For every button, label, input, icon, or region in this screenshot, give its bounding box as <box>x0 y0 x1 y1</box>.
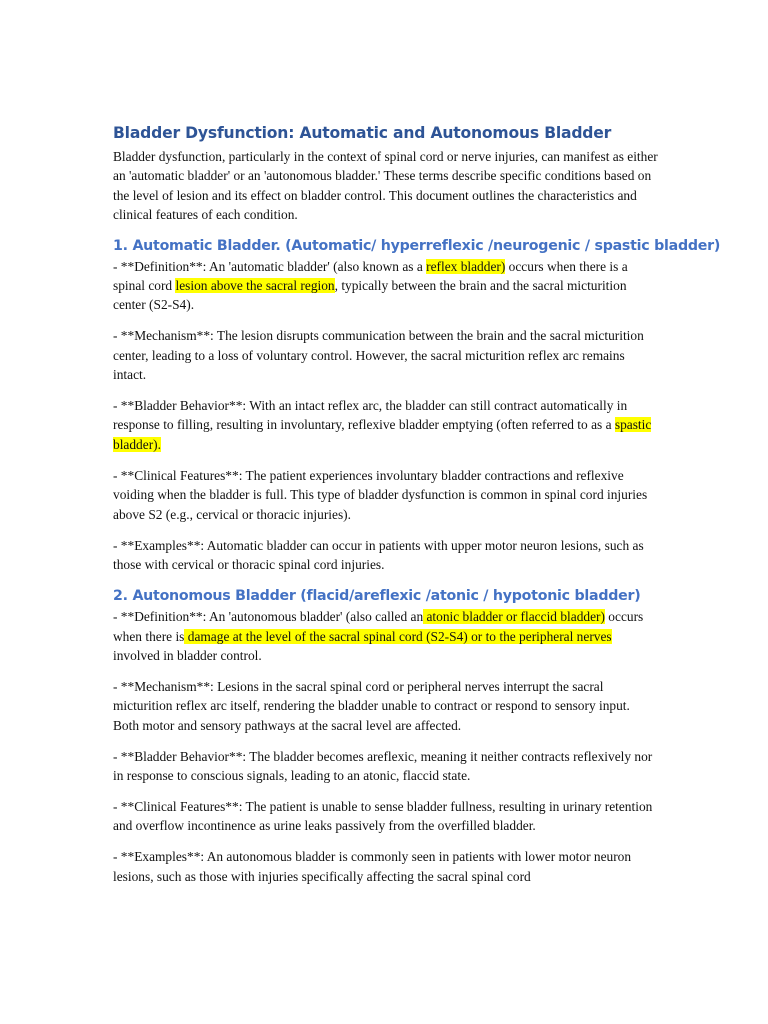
definition-text: - **Definition**: An 'autonomous bladder' (also called an <box>113 609 424 625</box>
highlighted-text: damage at the level of the sacral spinal cord (S2-S4) or to the peripheral nerves <box>184 628 612 644</box>
section-2-bladder-behavior: - **Bladder Behavior**: The bladder becomes areflexic, meaning it neither contracts reflexively nor in response to conscious signals, leading to an atonic, flaccid state. <box>113 748 653 784</box>
highlighted-text: spastic bladder). <box>113 417 652 452</box>
section-1-bladder-behavior <box>113 396 658 454</box>
section-1-heading: 1. Automatic Bladder. (Automatic/ hyperreflexic /neurogenic / spastic bladder) <box>113 237 721 254</box>
highlighted-text: reflex bladder) <box>426 258 506 274</box>
definition-text: involved in bladder control. <box>113 648 262 664</box>
definition-text: occurs when there is <box>113 609 644 644</box>
section-2-examples: - **Examples**: An autonomous bladder is commonly seen in patients with lower motor neuron lesions, such as those with injuries specifically affecting the sacral spinal cord <box>113 849 632 884</box>
section-2-heading: 2. Autonomous Bladder (flacid/areflexic /atonic / hypotonic bladder) <box>113 588 641 605</box>
section-2-definition <box>113 607 658 665</box>
document-page <box>113 122 721 898</box>
section-1-mechanism: - **Mechanism**: The lesion disrupts communication between the brain and the sacral micturition center, leading to a loss of voluntary control. However, the sacral micturition reflex arc remains intact. <box>113 328 644 383</box>
section-2-mechanism: - **Mechanism**: Lesions in the sacral spinal cord or peripheral nerves interrupt the sacral micturition reflex arc itself, rendering the bladder unable to contract or respond to sensory input. Both motor and sensory pathways at the sacral level are affected. <box>113 679 630 733</box>
behavior-text: - **Bladder Behavior**: With an intact reflex arc, the bladder can still contract automatically in response to filling, resulting in involuntary, reflexive bladder emptying (often referred to as a <box>113 398 628 433</box>
definition-text: occurs when there is a spinal cord <box>113 258 628 294</box>
section-1-examples: - **Examples**: Automatic bladder can occur in patients with upper motor neuron lesions, such as those with cervical or thoracic spinal cord injuries. <box>113 537 644 572</box>
highlighted-text: atonic bladder or flaccid bladder) <box>423 609 605 625</box>
definition-text: - **Definition**: An 'automatic bladder' (also known as a <box>113 258 427 274</box>
document-title: Bladder Dysfunction: Automatic and Autonomous Bladder <box>113 124 612 142</box>
section-2-clinical-features: - **Clinical Features**: The patient is unable to sense bladder fullness, resulting in urinary retention and overflow incontinence as urine leaks passively from the overfilled bladder. <box>113 799 653 834</box>
highlighted-text: lesion above the sacral region <box>175 278 335 294</box>
section-1-clinical-features: - **Clinical Features**: The patient experiences involuntary bladder contractions and reflexive voiding when the bladder is full. This type of bladder dysfunction is common in spinal cord injuries above S2 (e.g., cervical or thoracic injuries). <box>113 467 648 522</box>
section-1-definition <box>113 257 658 315</box>
definition-text: , typically between the brain and the sacral micturition center (S2-S4). <box>113 278 627 313</box>
intro-paragraph: Bladder dysfunction, particularly in the context of spinal cord or nerve injuries, can manifest as either an 'automatic bladder' or an 'autonomous bladder.' These terms describe specific conditions based on the level of lesion and its effect on bladder control. This document outlines the characteristics and clinical features of each condition. <box>113 149 658 223</box>
